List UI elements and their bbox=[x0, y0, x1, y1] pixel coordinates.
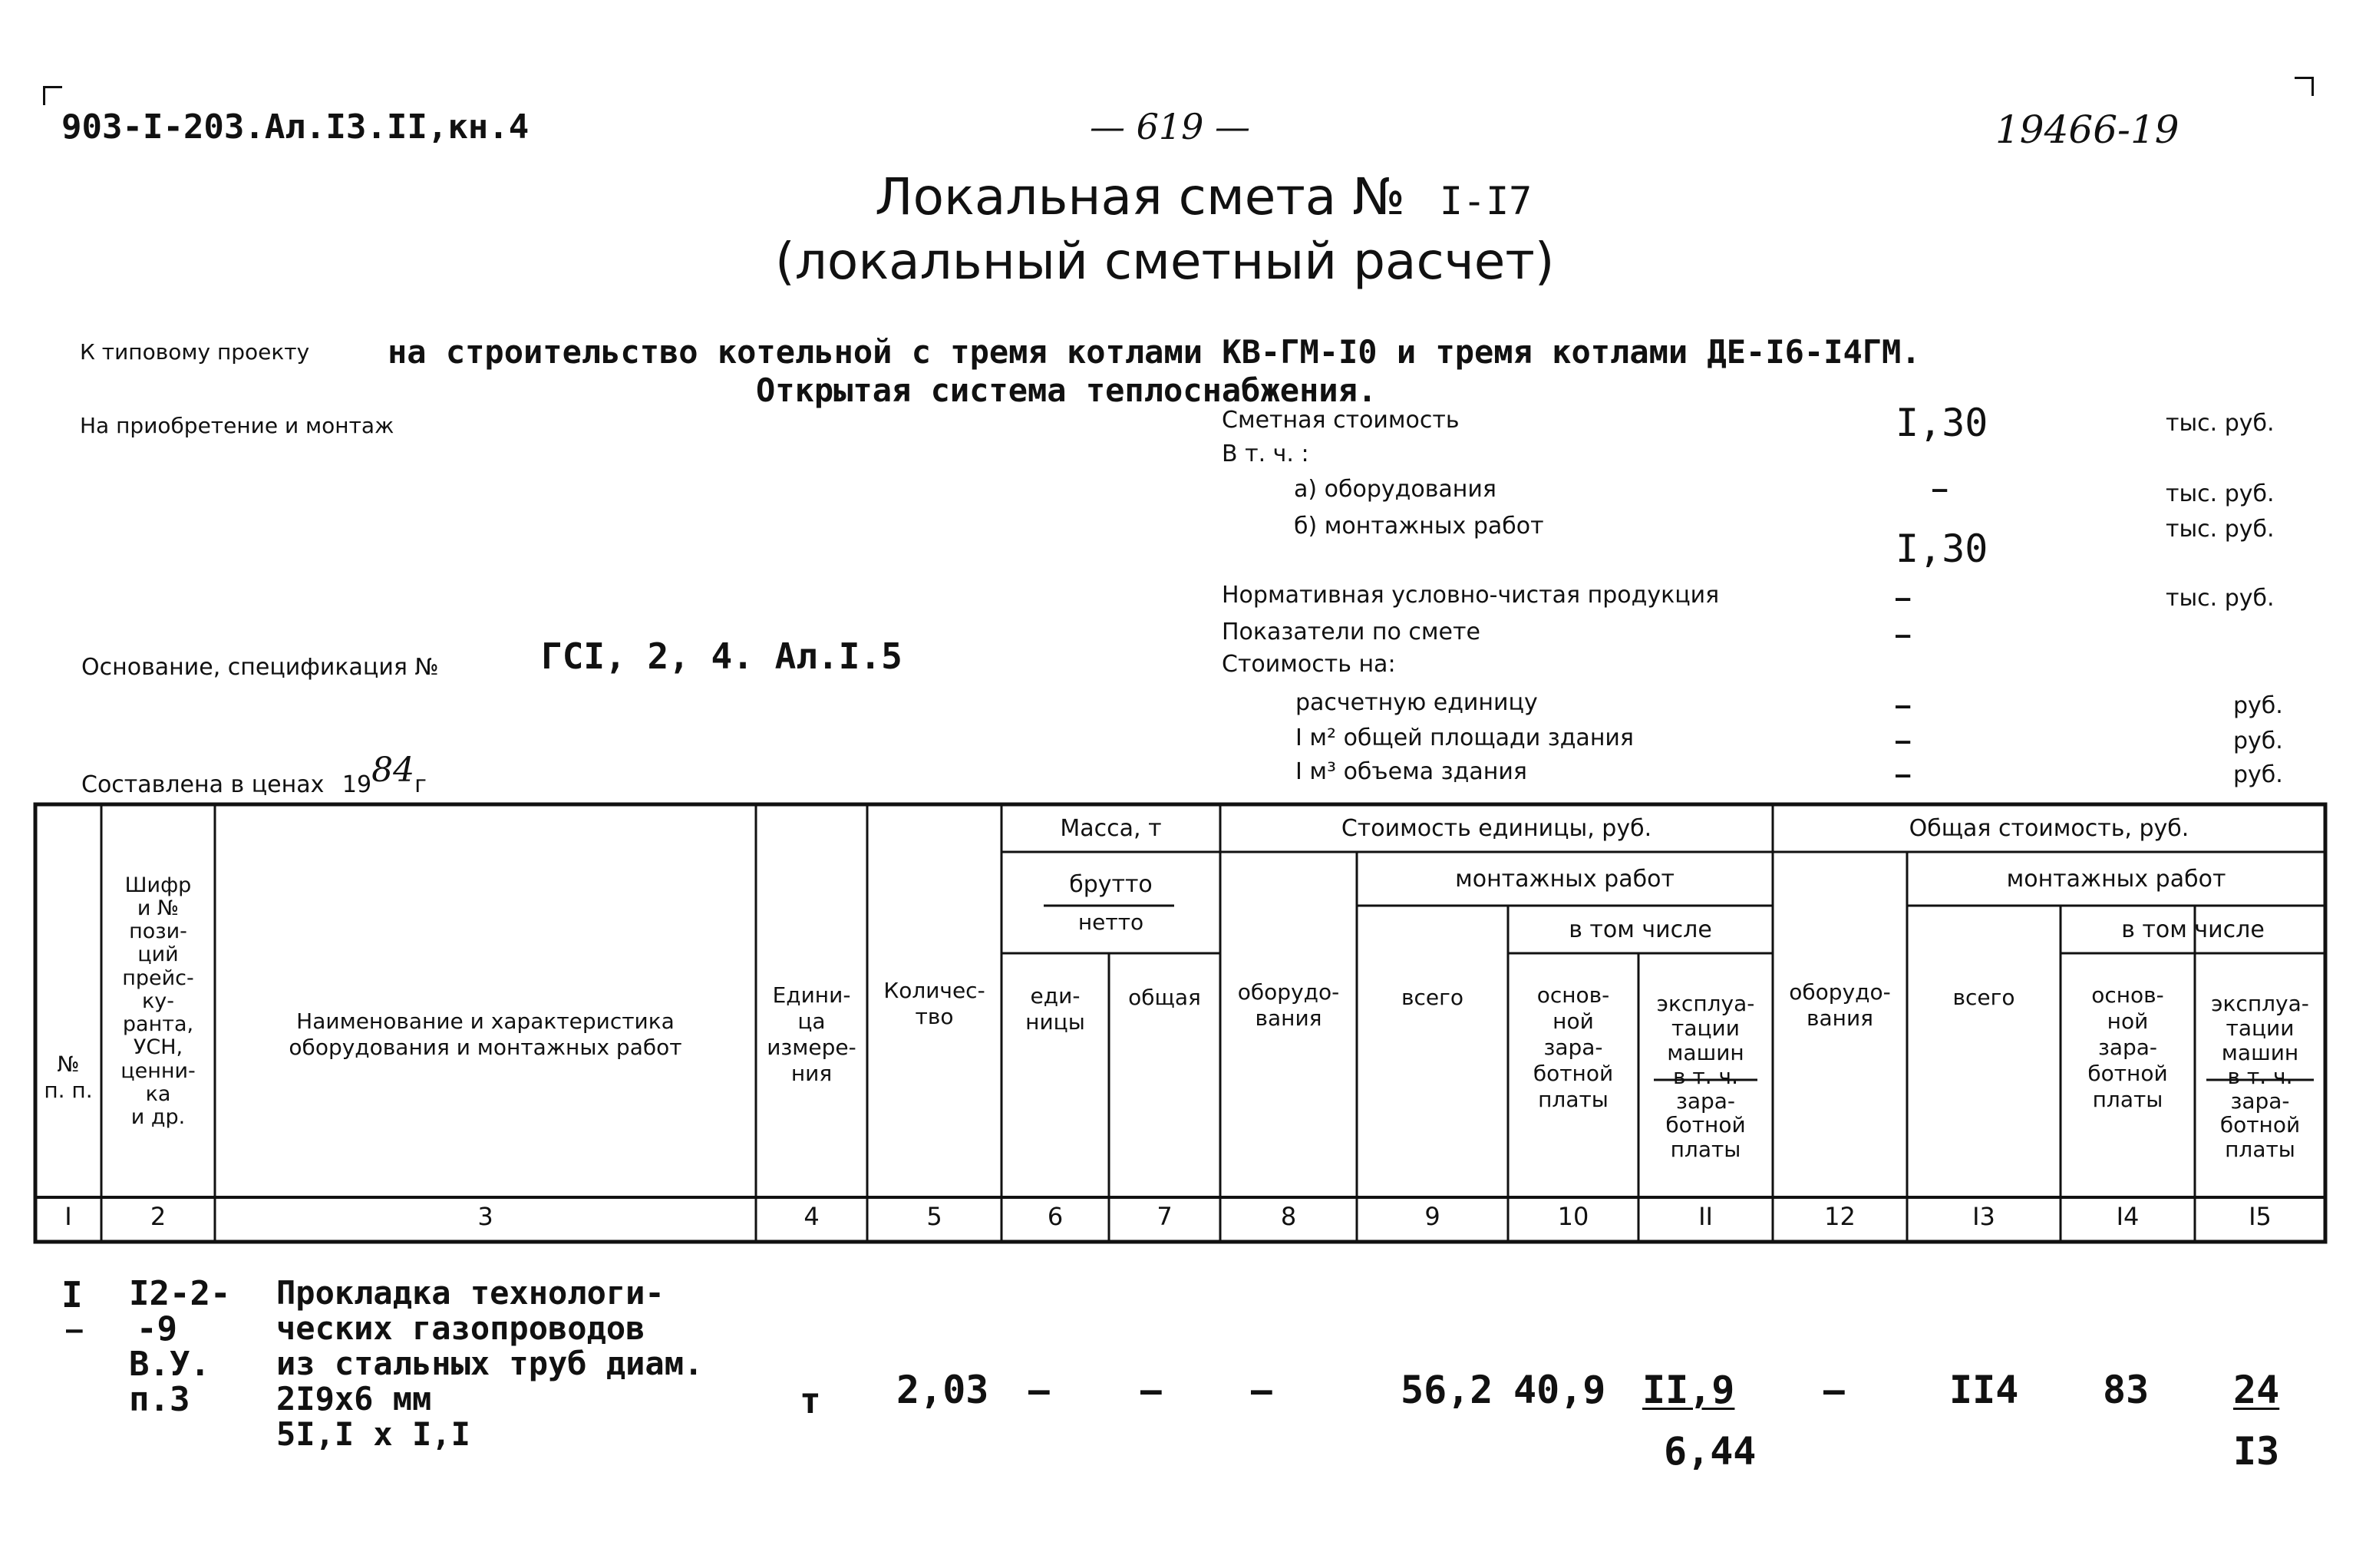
header-mass: Масса, т bbox=[1060, 814, 1162, 842]
column-number: 4 bbox=[803, 1202, 820, 1231]
header-unit-line: Едини- bbox=[772, 982, 851, 1008]
header-machines-line: в т. ч. bbox=[2227, 1064, 2293, 1090]
header-base-wage-line: зара- bbox=[2097, 1034, 2158, 1060]
document-code: 903-I-203.Ал.I3.II,кн.4 bbox=[61, 107, 530, 147]
calc-unit-label: расчетную единицу bbox=[1295, 689, 1538, 716]
page-subtitle: (локальный сметный расчет) bbox=[775, 232, 1555, 291]
header-mass-unit-line: ницы bbox=[1025, 1009, 1085, 1035]
calc-unit-value: – bbox=[1896, 691, 1911, 720]
mounting-cost-label: б) монтажных работ bbox=[1294, 513, 1544, 540]
header-equipment-line: оборудо- bbox=[1789, 979, 1891, 1005]
header-price-code-line: УСН, bbox=[133, 1035, 183, 1060]
header-row-number-line2: п. п. bbox=[44, 1078, 93, 1103]
column-number: 3 bbox=[477, 1202, 493, 1231]
header-machines-line: зара- bbox=[1675, 1088, 1736, 1114]
header-base-wage-line: платы bbox=[1538, 1087, 1609, 1113]
column-number: 10 bbox=[1557, 1202, 1589, 1231]
header-machines-line: тации bbox=[2226, 1015, 2295, 1041]
header-netto: нетто bbox=[1077, 909, 1144, 935]
column-number: 5 bbox=[926, 1202, 942, 1231]
project-description: на строительство котельной с тремя котлами КВ-ГМ-I0 и тремя котлами ДЕ-I6-I4ГМ. bbox=[388, 333, 1921, 371]
area-value: – bbox=[1896, 726, 1911, 755]
header-mass-unit-line: еди- bbox=[1030, 982, 1081, 1008]
header-unit-cost-mounting: монтажных работ bbox=[1455, 865, 1675, 893]
row-code-line: п.3 bbox=[129, 1380, 190, 1419]
basis-label: Основание, спецификация № bbox=[81, 654, 439, 681]
basis-value: ГСI, 2, 4. Ал.I.5 bbox=[541, 635, 902, 677]
row-name-line: 5I,I х I,I bbox=[276, 1415, 470, 1453]
row-name-line: 2I9х6 мм bbox=[276, 1380, 432, 1418]
header-machines-line: ботной bbox=[1665, 1112, 1746, 1138]
row-machines-total: 24 bbox=[2233, 1368, 2280, 1412]
page-number: — 619 — bbox=[1090, 106, 1251, 147]
header-total-cost-equipment bbox=[1773, 959, 1907, 1051]
header-base-wage-line: ной bbox=[2107, 1008, 2149, 1034]
row-name-line: Прокладка технологи- bbox=[276, 1274, 665, 1312]
header-price-code-line: ка bbox=[145, 1081, 171, 1106]
equipment-cost-value: – bbox=[1932, 474, 1948, 503]
header-price-code-line: ценни- bbox=[120, 1058, 196, 1083]
header-quantity-line: тво bbox=[915, 1004, 954, 1029]
column-number: 8 bbox=[1280, 1202, 1297, 1231]
header-quantity bbox=[867, 958, 1001, 1050]
header-total-cost-including: в том числе bbox=[2121, 916, 2265, 943]
header-equipment-line: оборудо- bbox=[1237, 979, 1340, 1005]
header-price-code-line: Шифр bbox=[124, 873, 192, 897]
row-base-wage-total: 83 bbox=[2103, 1368, 2150, 1412]
header-machines-line: машин bbox=[2221, 1039, 2299, 1065]
header-unit-cost-equipment bbox=[1220, 959, 1357, 1051]
column-number: 2 bbox=[150, 1202, 167, 1231]
row-mounting-total: II4 bbox=[1949, 1368, 2019, 1412]
prices-label-text: Составлена в ценах bbox=[81, 771, 325, 798]
mounting-cost-unit: тыс. руб. bbox=[2166, 516, 2275, 543]
prices-year-suffix: г bbox=[414, 771, 427, 798]
header-machines-line: в т. ч. bbox=[1673, 1064, 1738, 1090]
column-number: 7 bbox=[1157, 1202, 1173, 1231]
header-total-cost-mounting: монтажных работ bbox=[2006, 865, 2226, 893]
including-label: В т. ч. : bbox=[1222, 441, 1309, 467]
title-text: Локальная смета № bbox=[875, 167, 1405, 226]
equipment-cost-label: а) оборудования bbox=[1294, 476, 1496, 503]
row-code-line: I2-2- bbox=[129, 1274, 231, 1313]
volume-value: – bbox=[1896, 760, 1911, 789]
header-equipment-line: вания bbox=[1806, 1005, 1873, 1031]
header-row-number-line1: № bbox=[57, 1051, 80, 1077]
column-number: 6 bbox=[1047, 1202, 1064, 1231]
purpose-label: На приобретение и монтаж bbox=[80, 413, 394, 438]
column-number: 12 bbox=[1824, 1202, 1856, 1231]
header-total-cost-mount-total: всего bbox=[1952, 984, 2015, 1010]
calc-unit-unit: руб. bbox=[2233, 692, 2283, 719]
normative-production-unit: тыс. руб. bbox=[2166, 585, 2275, 612]
header-base-wage-line: ботной bbox=[1533, 1061, 1614, 1087]
header-base-wage-line: платы bbox=[2092, 1087, 2163, 1113]
column-number: II bbox=[1698, 1202, 1713, 1231]
row-unit: т bbox=[800, 1380, 821, 1421]
prices-year-prefix: 19 bbox=[342, 771, 372, 798]
header-unit-cost-base-wage bbox=[1508, 959, 1638, 1136]
column-number: 9 bbox=[1424, 1202, 1440, 1231]
header-total-cost: Общая стоимость, руб. bbox=[1909, 814, 2189, 842]
header-unit-cost: Стоимость единицы, руб. bbox=[1341, 814, 1652, 842]
estimated-cost-value: I,30 bbox=[1896, 401, 1988, 445]
header-row-number bbox=[35, 958, 101, 1197]
sheet-reference: 19466-19 bbox=[1995, 107, 2179, 152]
column-number: I5 bbox=[2249, 1202, 2272, 1231]
row-mass-total: – bbox=[1140, 1369, 1162, 1411]
cost-for-label: Стоимость на: bbox=[1222, 651, 1396, 678]
row-name-line: из стальных труб диам. bbox=[276, 1345, 704, 1382]
area-unit: руб. bbox=[2233, 728, 2283, 754]
header-machines-line: эксплуа- bbox=[1656, 991, 1755, 1017]
row-machines-wage-total: I3 bbox=[2233, 1429, 2280, 1474]
header-machines-line: зара- bbox=[2230, 1088, 2290, 1114]
header-mass-unit bbox=[1001, 959, 1109, 1059]
header-unit-line: ния bbox=[790, 1061, 833, 1087]
header-unit bbox=[756, 958, 867, 1111]
estimate-number: I-I7 bbox=[1439, 179, 1533, 223]
row-machines-wage-unit: 6,44 bbox=[1664, 1429, 1757, 1474]
header-quantity-line: Количес- bbox=[883, 977, 985, 1003]
equipment-cost-unit: тыс. руб. bbox=[2166, 480, 2275, 507]
row-equipment-unit-cost: – bbox=[1251, 1369, 1272, 1411]
header-unit-cost-machines bbox=[1638, 959, 1773, 1194]
row-quantity: 2,03 bbox=[896, 1368, 989, 1412]
row-mass-unit: – bbox=[1028, 1369, 1050, 1411]
header-machines-line: ботной bbox=[2219, 1112, 2301, 1138]
header-base-wage-line: зара- bbox=[1543, 1034, 1603, 1060]
estimated-cost-unit: тыс. руб. bbox=[2166, 410, 2275, 437]
header-unit-cost-mount-total: всего bbox=[1401, 984, 1463, 1010]
row-number-sub: – bbox=[66, 1314, 83, 1345]
header-unit-cost-including: в том числе bbox=[1569, 916, 1712, 943]
header-equipment-line: вания bbox=[1255, 1005, 1322, 1031]
indicators-label: Показатели по смете bbox=[1222, 619, 1480, 645]
row-number: I bbox=[61, 1274, 83, 1315]
area-label: I м² общей площади здания bbox=[1295, 725, 1634, 751]
header-price-code-line: ранта, bbox=[122, 1012, 194, 1037]
header-machines-line: эксплуа- bbox=[2211, 991, 2309, 1017]
header-total-cost-machines bbox=[2195, 959, 2325, 1194]
row-base-wage-unit: 40,9 bbox=[1513, 1368, 1606, 1412]
header-brutto: брутто bbox=[1069, 870, 1153, 898]
indicators-value: – bbox=[1896, 620, 1911, 649]
normative-production-label: Нормативная условно-чистая продукция bbox=[1222, 582, 1720, 609]
row-mounting-unit-cost: 56,2 bbox=[1401, 1368, 1493, 1412]
normative-production-value: – bbox=[1896, 583, 1911, 612]
row-code-line: -9 bbox=[137, 1309, 177, 1348]
header-base-wage-line: основ- bbox=[1536, 982, 1610, 1008]
header-machines-line: тации bbox=[1671, 1015, 1740, 1041]
volume-unit: руб. bbox=[2233, 761, 2283, 788]
header-price-code-line: и № bbox=[137, 896, 180, 920]
header-base-wage-line: ботной bbox=[2087, 1061, 2168, 1087]
row-machines-unit: II,9 bbox=[1642, 1368, 1735, 1412]
row-name-line: ческих газопроводов bbox=[276, 1309, 645, 1347]
header-machines-line: платы bbox=[1670, 1137, 1741, 1163]
header-price-code-line: ций bbox=[137, 942, 179, 967]
mounting-cost-value: I,30 bbox=[1896, 527, 1988, 571]
row-equipment-total: – bbox=[1823, 1369, 1845, 1411]
header-item-name bbox=[215, 958, 756, 1111]
header-item-name-line1: Наименование и характеристика bbox=[296, 1008, 675, 1034]
header-base-wage-line: основ- bbox=[2091, 982, 2164, 1008]
header-machines-line: платы bbox=[2225, 1137, 2295, 1163]
header-price-code-line: прейс- bbox=[122, 966, 194, 990]
header-machines-line: машин bbox=[1667, 1039, 1744, 1065]
column-number: I4 bbox=[2116, 1202, 2140, 1231]
header-price-code-line: ку- bbox=[141, 989, 175, 1013]
header-mass-total: общая bbox=[1128, 984, 1201, 1010]
header-total-cost-base-wage bbox=[2061, 959, 2195, 1136]
header-price-code-line: и др. bbox=[130, 1105, 186, 1130]
prices-year: 84 bbox=[371, 751, 415, 790]
header-unit-line: измере- bbox=[767, 1035, 856, 1060]
volume-label: I м³ объема здания bbox=[1295, 758, 1527, 785]
header-base-wage-line: ной bbox=[1553, 1008, 1594, 1034]
header-price-code-line: пози- bbox=[129, 919, 187, 944]
header-item-name-line2: оборудования и монтажных работ bbox=[289, 1035, 682, 1060]
header-unit-line: ца bbox=[797, 1008, 826, 1034]
header-price-code bbox=[101, 807, 215, 1196]
column-number: I bbox=[64, 1202, 72, 1231]
estimated-cost-label: Сметная стоимость bbox=[1222, 407, 1460, 434]
project-description-line2: Открытая система теплоснабжения. bbox=[756, 371, 1378, 409]
project-label: К типовому проекту bbox=[80, 339, 310, 365]
column-number: I3 bbox=[1972, 1202, 1995, 1231]
row-code-line: В.У. bbox=[129, 1345, 210, 1384]
